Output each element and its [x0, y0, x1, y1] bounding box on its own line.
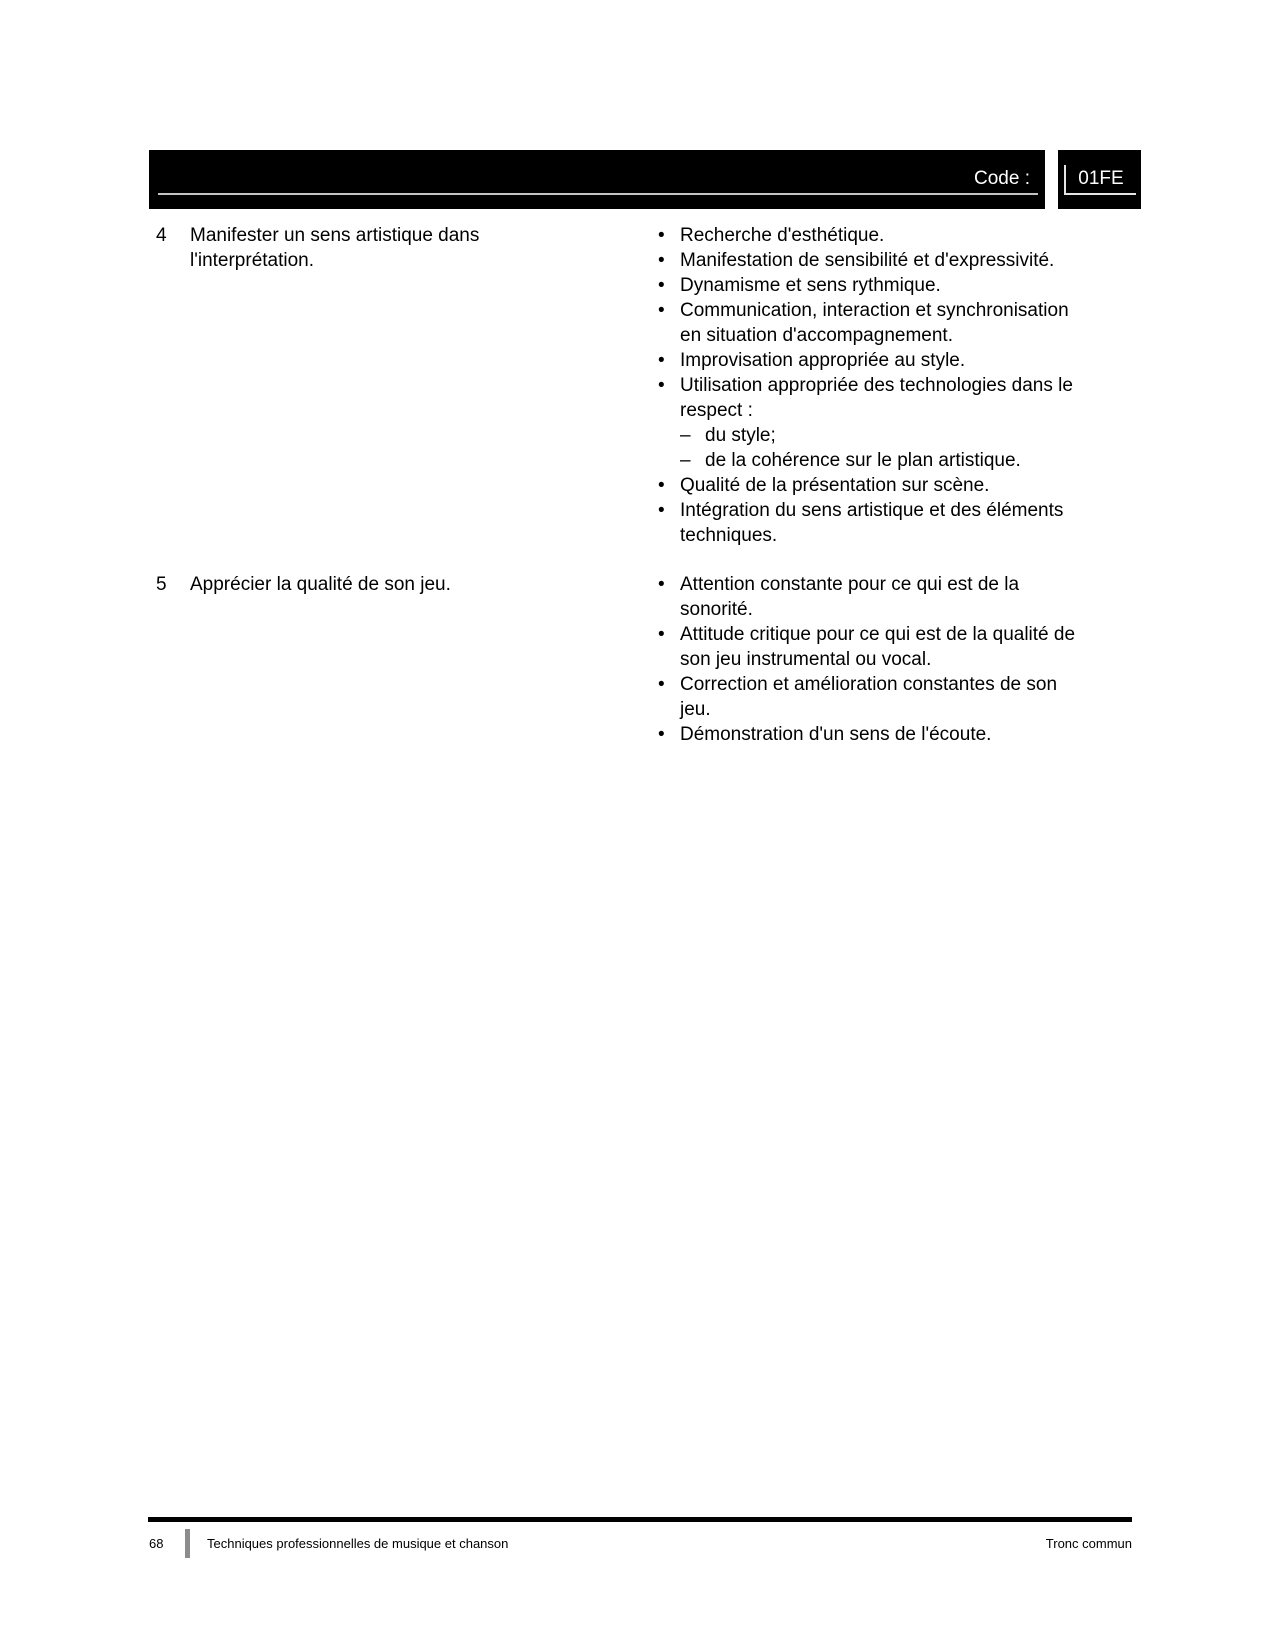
bullet-marker: • [658, 275, 665, 296]
objective-number: 4 [156, 225, 167, 246]
bullet-item [658, 223, 1141, 248]
content-area [149, 223, 1141, 747]
objective-title [190, 572, 658, 597]
text-line: Utilisation appropriée des technologies dans le [680, 375, 1073, 396]
criteria-list [658, 223, 1141, 548]
header-bar [149, 150, 1141, 209]
sub-item [680, 448, 1141, 473]
bullet-item [658, 348, 1141, 373]
bullet-marker: • [658, 674, 665, 695]
bullet-text [680, 473, 1141, 498]
header-code-cell [149, 150, 1045, 209]
bullet-marker: • [658, 724, 665, 745]
bullet-text [680, 572, 1141, 622]
text-line: Dynamisme et sens rythmique. [680, 275, 941, 296]
footer-document-title: Techniques professionnelles de musique et chanson [207, 1536, 509, 1551]
bullet-text [680, 622, 1141, 672]
sub-item-text: du style; [705, 425, 776, 446]
bullet-item [658, 373, 1141, 473]
bullet-text [680, 298, 1141, 348]
bullet-text [680, 722, 1141, 747]
bullet-marker: • [658, 350, 665, 371]
bullet-item [658, 473, 1141, 498]
bullet-marker: • [658, 375, 665, 396]
footer-rule [148, 1517, 1132, 1522]
text-line: Manifester un sens artistique dans [190, 225, 480, 246]
sub-item [680, 423, 1141, 448]
text-line: l'interprétation. [190, 250, 315, 271]
objective-row-4 [149, 223, 1141, 548]
bullet-item [658, 298, 1141, 348]
dash-marker: – [680, 450, 691, 471]
bullet-text [680, 373, 1141, 473]
text-line: Recherche d'esthétique. [680, 225, 885, 246]
bullet-text [680, 498, 1141, 548]
bullet-text [680, 348, 1141, 373]
bullet-item [658, 498, 1141, 548]
bullet-marker: • [658, 500, 665, 521]
sub-item-text: de la cohérence sur le plan artistique. [705, 450, 1021, 471]
text-line: Improvisation appropriée au style. [680, 350, 966, 371]
text-line: jeu. [680, 699, 711, 720]
bullet-text [680, 273, 1141, 298]
bullet-marker: • [658, 574, 665, 595]
objective-row-5 [149, 572, 1141, 747]
text-line: Manifestation de sensibilité et d'expressivité. [680, 250, 1055, 271]
bullet-marker: • [658, 250, 665, 271]
text-line: Qualité de la présentation sur scène. [680, 475, 990, 496]
text-line: techniques. [680, 525, 778, 546]
objective-title [190, 223, 658, 273]
criteria-list [658, 572, 1141, 747]
code-label: Code : [974, 168, 1030, 189]
bullet-text [680, 672, 1141, 722]
bullet-item [658, 248, 1141, 273]
bullet-item [658, 722, 1141, 747]
bullet-marker: • [658, 225, 665, 246]
text-line: Intégration du sens artistique et des éléments [680, 500, 1064, 521]
bullet-marker: • [658, 300, 665, 321]
text-line: Attention constante pour ce qui est de la [680, 574, 1020, 595]
footer-section-label: Tronc commun [1045, 1536, 1132, 1551]
code-value: 01FE [1078, 168, 1124, 189]
footer-divider [185, 1529, 190, 1558]
text-line: Communication, interaction et synchronisation [680, 300, 1069, 321]
bullet-item [658, 273, 1141, 298]
header-code-underline [158, 168, 1038, 195]
header-code-value-cell [1064, 165, 1136, 195]
bullet-item [658, 572, 1141, 622]
text-line: Apprécier la qualité de son jeu. [190, 574, 451, 595]
dash-marker: – [680, 425, 691, 446]
bullet-item [658, 672, 1141, 722]
text-line: Démonstration d'un sens de l'écoute. [680, 724, 992, 745]
text-line: respect : [680, 400, 753, 421]
header-code-value-box [1058, 150, 1141, 209]
bullet-marker: • [658, 624, 665, 645]
text-line: en situation d'accompagnement. [680, 325, 953, 346]
objective-number: 5 [156, 574, 167, 595]
bullet-text [680, 223, 1141, 248]
text-line: son jeu instrumental ou vocal. [680, 649, 932, 670]
bullet-marker: • [658, 475, 665, 496]
bullet-text [680, 248, 1141, 273]
page-number: 68 [149, 1536, 164, 1551]
bullet-item [658, 622, 1141, 672]
text-line: Correction et amélioration constantes de son [680, 674, 1058, 695]
text-line: sonorité. [680, 599, 753, 620]
footer [149, 1529, 1132, 1558]
text-line: Attitude critique pour ce qui est de la qualité de [680, 624, 1076, 645]
header-cell-gap [1045, 150, 1058, 209]
